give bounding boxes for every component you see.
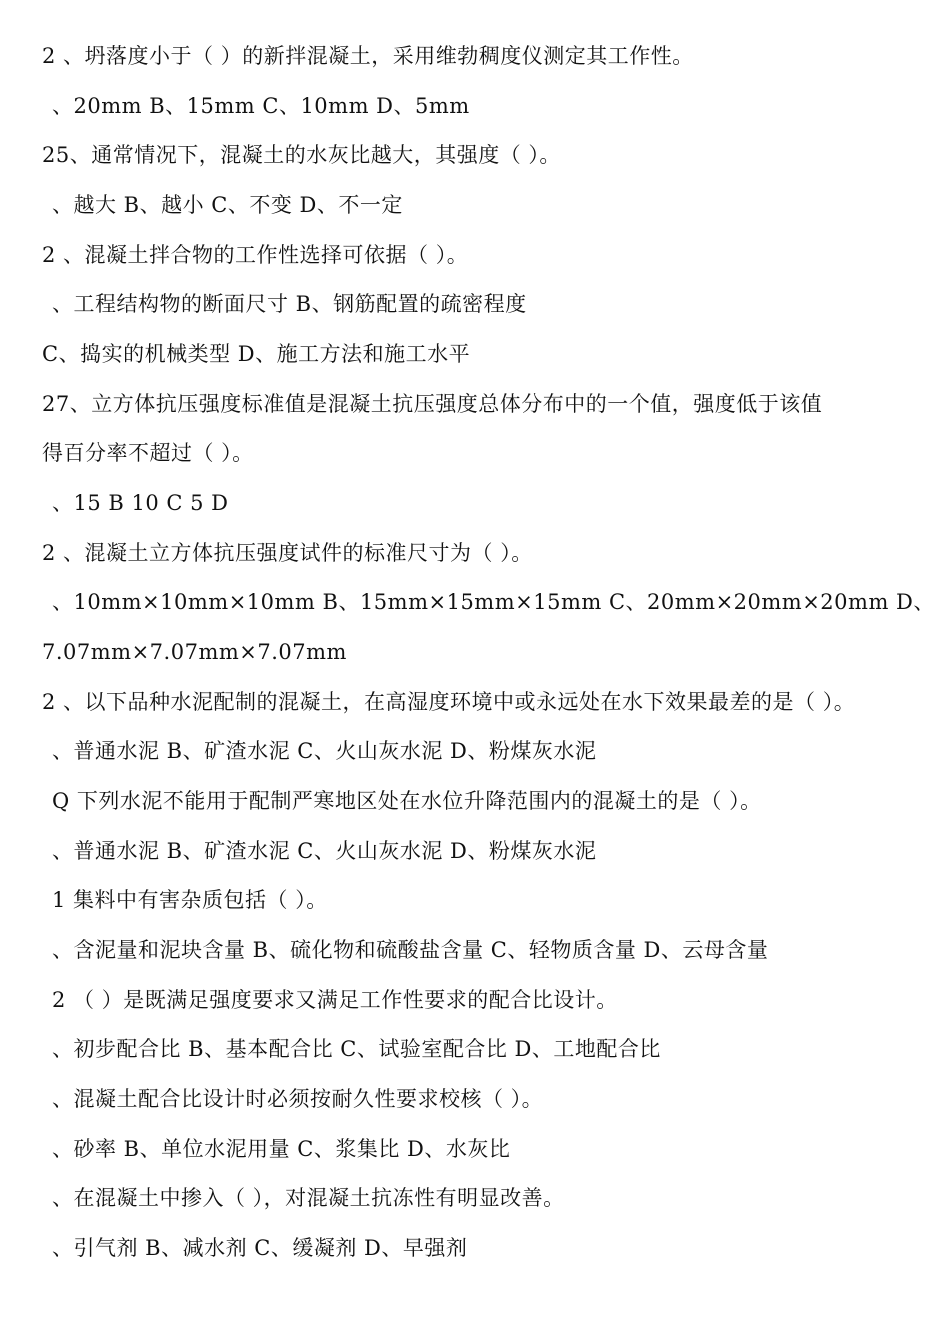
question-27-options: 、15 B 10 C 5 D bbox=[52, 491, 229, 515]
question-32-options: 、初步配合比 B、基本配合比 C、试验室配合比 D、工地配合比 bbox=[52, 1037, 661, 1061]
question-34-options: 、引气剂 B、减水剂 C、缓凝剂 D、早强剂 bbox=[52, 1236, 468, 1260]
question-24-options: 、20mm B、15mm C、10mm D、5mm bbox=[52, 94, 470, 118]
question-31-options: 、含泥量和泥块含量 B、硫化物和硫酸盐含量 C、轻物质含量 D、云母含量 bbox=[52, 938, 769, 962]
question-27-text: 27、立方体抗压强度标准值是混凝土抗压强度总体分布中的一个值，强度低于该值 bbox=[42, 392, 823, 416]
question-26-options-ab: 、工程结构物的断面尺寸 B、钢筋配置的疏密程度 bbox=[52, 292, 527, 316]
question-29-options: 、普通水泥 B、矿渣水泥 C、火山灰水泥 D、粉煤灰水泥 bbox=[52, 739, 597, 763]
question-32-text: 2 （ ）是既满足强度要求又满足工作性要求的配合比设计。 bbox=[52, 988, 618, 1012]
question-30-options: 、普通水泥 B、矿渣水泥 C、火山灰水泥 D、粉煤灰水泥 bbox=[52, 839, 597, 863]
question-28-text: 2 、混凝土立方体抗压强度试件的标准尺寸为（ ）。 bbox=[42, 541, 533, 565]
question-34-text: 、在混凝土中掺入（ ），对混凝土抗冻性有明显改善。 bbox=[52, 1186, 565, 1210]
question-30-text: Q 下列水泥不能用于配制严寒地区处在水位升降范围内的混凝土的是（ ）。 bbox=[52, 789, 762, 813]
question-29-text: 2 、以下品种水泥配制的混凝土，在高湿度环境中或永远处在水下效果最差的是（ ）。 bbox=[42, 690, 856, 714]
question-28-options: 、10mm×10mm×10mm B、15mm×15mm×15mm C、20mm×20mm×20mm D、 bbox=[52, 590, 935, 614]
question-24-text: 2 、坍落度小于（ ）的新拌混凝土，采用维勃稠度仪测定其工作性。 bbox=[42, 44, 694, 68]
question-28-options-cont: 7.07mm×7.07mm×7.07mm bbox=[42, 640, 347, 664]
question-31-text: 1 集料中有害杂质包括（ ）。 bbox=[52, 888, 328, 912]
question-33-text: 、混凝土配合比设计时必须按耐久性要求校核（ ）。 bbox=[52, 1087, 544, 1111]
question-26-text: 2 、混凝土拌合物的工作性选择可依据（ ）。 bbox=[42, 243, 469, 267]
question-25-options: 、越大 B、越小 C、不变 D、不一定 bbox=[52, 193, 403, 217]
question-25-text: 25、通常情况下，混凝土的水灰比越大，其强度（ ）。 bbox=[42, 143, 561, 167]
question-26-options-cd: C、捣实的机械类型 D、施工方法和施工水平 bbox=[42, 342, 471, 366]
question-33-options: 、砂率 B、单位水泥用量 C、浆集比 D、水灰比 bbox=[52, 1137, 511, 1161]
question-27-text-cont: 得百分率不超过（ ）。 bbox=[42, 441, 254, 465]
